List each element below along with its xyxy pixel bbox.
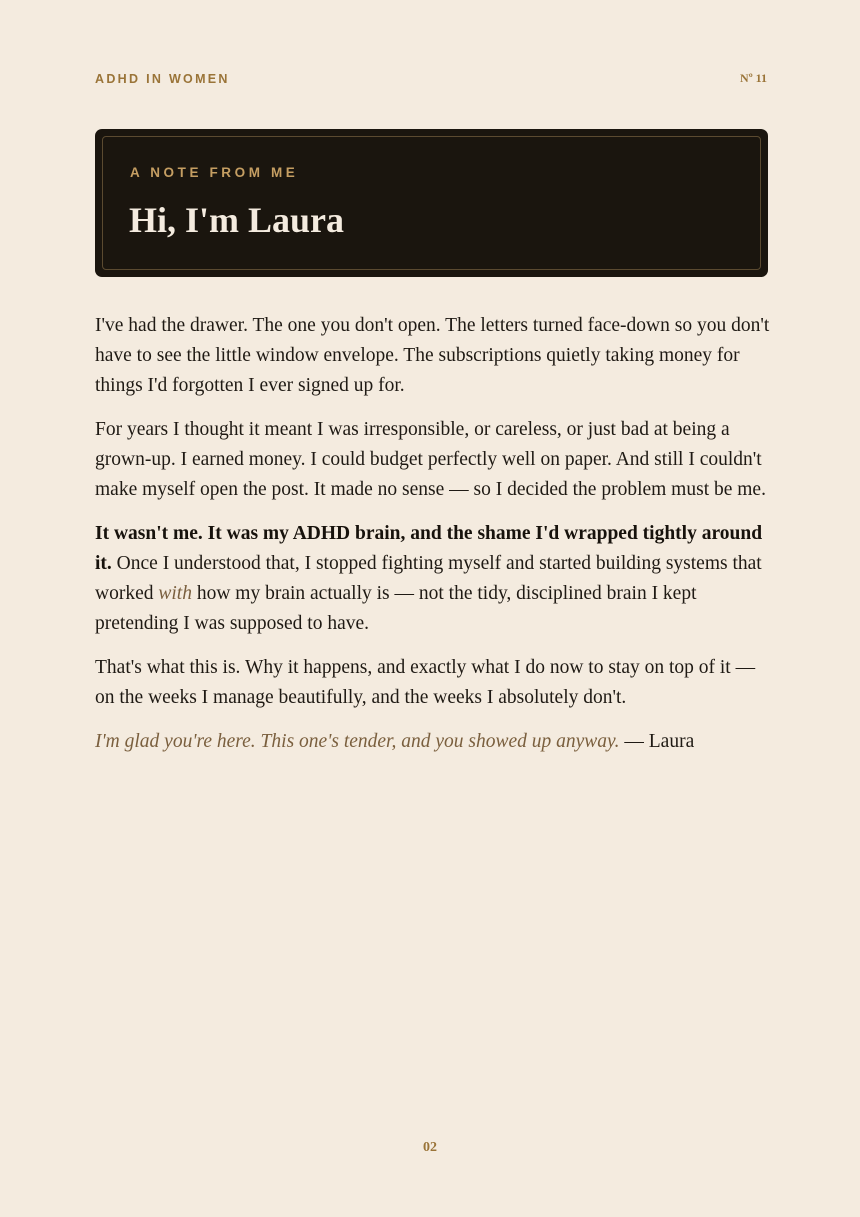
signoff-message: I'm glad you're here. This one's tender, and you showed up anyway. xyxy=(95,731,620,752)
emphasis-with: with xyxy=(158,583,192,604)
title-card xyxy=(95,129,768,277)
paragraph-3-text-b: how my brain actually is — not the tidy, disciplined brain I kept pretending I was supposed to have. xyxy=(95,583,697,634)
emphasis-statement: It wasn't me. It was my ADHD brain, and the shame I'd wrapped tightly around it. xyxy=(95,523,763,574)
page-number: 02 xyxy=(423,1140,437,1155)
series-label: ADHD IN WOMEN xyxy=(95,72,230,86)
signoff-name: — Laura xyxy=(619,731,695,752)
paragraph-3 xyxy=(95,519,770,639)
paragraph-4: That's what this is. Why it happens, and exactly what I do now to stay on top of it — on the weeks I manage beautifully, and the weeks I absolutely don't. xyxy=(95,657,756,708)
page-title: Hi, I'm Laura xyxy=(129,200,345,240)
page-header xyxy=(95,71,767,89)
letter-body xyxy=(95,311,770,771)
issue-number: Nº 11 xyxy=(740,71,767,85)
card-eyebrow: A NOTE FROM ME xyxy=(130,165,299,180)
signoff xyxy=(95,727,770,757)
paragraph-3-text-a: Once I understood that, I stopped fighting myself and started building systems that worked xyxy=(95,553,762,604)
paragraph-1: I've had the drawer. The one you don't open. The letters turned face-down so you don't have to see the little window envelope. The subscriptions quietly taking money for things I'd forgotten I ever signed up for. xyxy=(95,315,770,396)
paragraph-2: For years I thought it meant I was irresponsible, or careless, or just bad at being a grown-up. I earned money. I could budget perfectly well on paper. And still I couldn't make myself open the post. It made no sense — so I decided the problem must be me. xyxy=(95,419,766,500)
